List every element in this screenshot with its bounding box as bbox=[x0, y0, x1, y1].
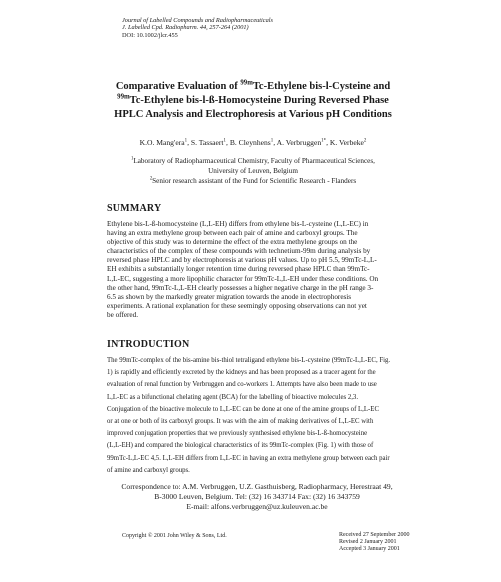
correspondence-line-2: B-3000 Leuven, Belgium. Tel: (32) 16 343714 Fax: (32) 16 343759 bbox=[154, 492, 360, 501]
correspondence-email: E-mail: alfons.verbruggen@uz.kuleuven.ac.be bbox=[186, 502, 328, 511]
correspondence-line-1: Correspondence to: A.M. Verbruggen, U.Z. Gasthuisberg, Radiopharmacy, Herestraat 49, bbox=[121, 482, 393, 491]
article-title bbox=[108, 80, 398, 122]
title-line-3: HPLC Analysis and Electrophoresis at Various pH Conditions bbox=[114, 109, 392, 120]
correspondence bbox=[112, 482, 402, 512]
introduction-line: 99mTc-L,L-EC 4,5. L,L-EH differs from L,L-EC in having an extra methylene group between each pair bbox=[107, 454, 390, 462]
summary-line: be offered. bbox=[107, 310, 138, 319]
summary-line: EH exhibits a substantially longer retention time during reversed phase HPLC than 99mTc- bbox=[107, 265, 370, 274]
title-line-1: Comparative Evaluation of $^{99m}$Tc-Ethylene bis-l-Cysteine and bbox=[115, 79, 391, 92]
introduction-line: evaluation of renal function by Verbruggen and co-workers 1. Attempts have also been made to use bbox=[107, 381, 377, 389]
introduction-line: The 99mTc-complex of the bis-amine bis-thiol tetraligand ethylene bis-L-cysteine (99mTc-L,L-EC, Fig. bbox=[107, 357, 391, 364]
summary-line: 6.5 as shown by the markedly greater migration towards the anode in electrophoresis bbox=[107, 292, 352, 301]
introduction-body bbox=[107, 355, 409, 477]
summary-line: reversed phase HPLC and by electrophoresis at various pH values. Up to pH 5.5, 99mTc-L,L- bbox=[107, 256, 377, 265]
accepted-date: Accepted 3 January 2001 bbox=[339, 546, 400, 553]
journal-citation: J. Labelled Cpd. Radiopharm. 44, 257-264 (2001) bbox=[122, 24, 249, 32]
summary-line: Ethylene bis-L-ß-homocysteine (L,L-EH) differs from ethylene bis-L-cysteine (L,L-EC) in bbox=[107, 220, 369, 228]
affiliation-1-cont: University of Leuven, Belgium bbox=[208, 167, 298, 175]
journal-name: Journal of Labelled Compounds and Radiopharmaceuticals bbox=[122, 17, 273, 24]
summary-line: characteristics of the complex of these compounds with technetium-99m during analysis by bbox=[107, 247, 371, 256]
introduction-line: Conjugation of the bioactive molecule to L,L-EC can be done at one of the amine groups of L,L-EC bbox=[107, 405, 379, 413]
introduction-line: (L,L-EH) and compared the biological characteristics of its 99mTc-complex (Fig. 1) with those of bbox=[107, 442, 374, 450]
summary-line: the other hand, 99mTc-L,L-EH clearly possesses a higher negative charge in the pH range 3- bbox=[107, 283, 374, 292]
affiliations bbox=[108, 156, 398, 186]
received-date: Received 27 September 2000 bbox=[339, 532, 410, 538]
summary-line: experiments. A rational explanation for these seemingly opposing observations can not yet bbox=[107, 301, 367, 310]
affiliation-2: $^2$Senior research assistant of the Fund for Scientific Research - Flanders bbox=[149, 176, 357, 185]
introduction-line: or at one or both of its carboxyl groups. It was with the aim of making derivatives of L,L-EC with bbox=[107, 418, 374, 426]
summary-body bbox=[107, 220, 409, 320]
affiliation-1: $^1$Laboratory of Radiopharmaceutical Chemistry, Faculty of Pharmaceutical Sciences, bbox=[131, 156, 375, 165]
summary-heading: SUMMARY bbox=[107, 203, 162, 214]
revised-date: Revised 2 January 2001 bbox=[339, 539, 397, 546]
title-line-2: $^{99m}$Tc-Ethylene bis-l-ß-Homocysteine During Reversed Phase bbox=[117, 93, 389, 106]
journal-header bbox=[122, 17, 273, 39]
introduction-line: improved conjugation properties that we previously synthesised ethylene bis-L-ß-homocysteine bbox=[107, 430, 368, 438]
introduction-line: L,L-EC as a bifunctional chelating agent (BCA) for the labelling of bioactive molecules 2,3. bbox=[107, 393, 359, 401]
introduction-line: of amine and carboxyl groups. bbox=[107, 466, 190, 474]
introduction-line: 1) is rapidly and efficiently excreted by the kidneys and has been proposed as a tracer agent for the bbox=[107, 369, 376, 377]
journal-doi: DOI: 10.1002/jlcr.455 bbox=[122, 31, 178, 39]
author-list: K.O. Mang'era$^1$, S. Tassaert$^1$, B. Cleynhens$^1$, A. Verbruggen$^{1*}$, K. Verbeke$^2$ bbox=[139, 138, 367, 147]
received-dates bbox=[339, 532, 409, 554]
summary-line: having an extra methylene group between each pair of amine and carboxyl groups. The bbox=[107, 229, 358, 238]
summary-line: L,L-EC, suggesting a more lipophilic character for 99mTc-L,L-EH under these conditions. On bbox=[107, 274, 379, 283]
copyright-notice: Copyright © 2001 John Wiley & Sons, Ltd. bbox=[122, 533, 227, 539]
introduction-heading: INTRODUCTION bbox=[107, 339, 190, 350]
summary-line: objective of this study was to determine the effect of the extra methylene groups on the bbox=[107, 238, 358, 247]
